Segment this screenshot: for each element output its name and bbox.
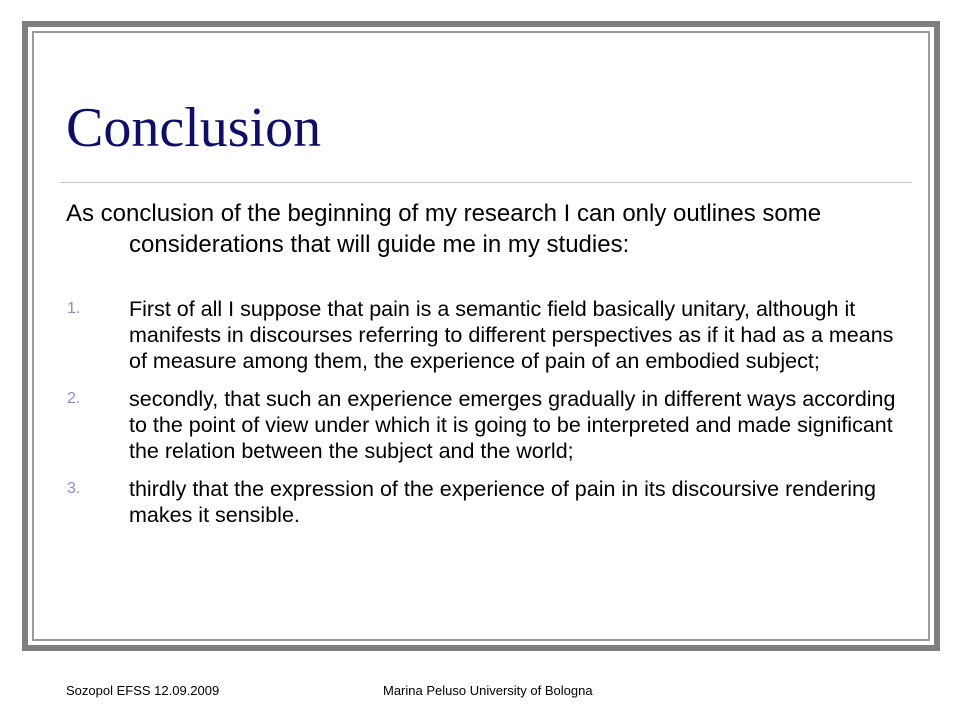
footer-event-date: Sozopol EFSS 12.09.2009: [66, 683, 220, 698]
list-item: [66, 476, 912, 528]
numbered-list: [66, 296, 912, 540]
slide-title: Conclusion: [66, 97, 322, 159]
title-divider: [60, 182, 912, 183]
list-item-number: 2.: [67, 390, 81, 407]
list-item-number: 1.: [67, 300, 81, 317]
intro-paragraph: As conclusion of the beginning of my research I can only outlines some considerations that will guide me in my studies:: [66, 200, 822, 258]
list-item-text: First of all I suppose that pain is a semantic field basically unitary, although it manifests in discourses referring to different perspectives as if it had as a means of measure among them, the experience of pain of an embodied subject;: [129, 297, 894, 373]
list-item-number: 3.: [67, 480, 81, 497]
list-item: [66, 386, 912, 464]
footer-author: Marina Peluso University of Bologna: [383, 683, 593, 698]
list-item: [66, 296, 912, 374]
list-item-text: thirdly that the expression of the experience of pain in its discoursive rendering makes it sensible.: [129, 477, 876, 527]
list-item-text: secondly, that such an experience emerges gradually in different ways according to the point of view under which it is going to be interpreted and made significant the relation between the subject and the world;: [129, 387, 896, 463]
